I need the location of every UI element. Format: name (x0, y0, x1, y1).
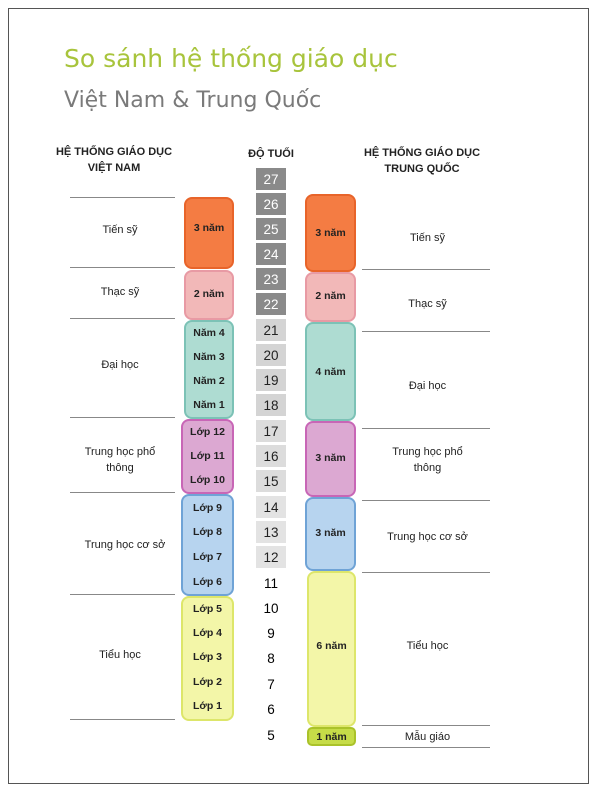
age-cell: 24 (256, 243, 286, 265)
age-cell: 8 (267, 650, 275, 666)
age-cell: 26 (256, 193, 286, 215)
vn-grade-label: Lớp 12 (190, 426, 225, 438)
age-cell: 25 (256, 218, 286, 240)
age-cell: 9 (267, 625, 275, 641)
cn-block-label: 4 năm (315, 366, 346, 378)
page-subtitle: Việt Nam & Trung Quốc (64, 88, 322, 113)
vn-year-label: Năm 4 (193, 327, 225, 339)
age-cell: 19 (256, 369, 286, 391)
vn-level-thac-sy: Thạc sỹ (100, 286, 140, 298)
cn-level-thcs: Trung học cơ sở (387, 531, 468, 543)
divider (70, 267, 175, 268)
vn-year-label: Năm 3 (193, 351, 225, 363)
age-cell: 23 (256, 268, 286, 290)
age-cell: 6 (267, 701, 275, 717)
vn-level-tien-sy: Tiến sỹ (102, 224, 138, 236)
vn-year-label: Năm 2 (193, 375, 225, 387)
divider (70, 417, 175, 418)
vn-column-header: HỆ THỐNG GIÁO DỤC VIỆT NAM (55, 146, 173, 174)
vn-grade-label: Lớp 2 (192, 676, 223, 688)
vn-block-thac-sy-label: 2 năm (193, 288, 225, 300)
vn-grade-label: Lớp 7 (192, 551, 223, 563)
cn-level-thpt: Trung học phổ thông (392, 446, 463, 474)
age-cell: 13 (256, 521, 286, 543)
age-cell: 14 (256, 496, 286, 518)
cn-column-header: HỆ THỐNG GIÁO DỤC TRUNG QUỐC (363, 147, 481, 175)
divider (362, 572, 490, 573)
vn-block-tien-sy-label: 3 năm (193, 222, 225, 234)
age-cell: 7 (267, 676, 275, 692)
vn-level-thpt: Trung học phổ thông (84, 446, 156, 474)
vn-grade-label: Lớp 6 (192, 576, 223, 588)
divider (362, 331, 490, 332)
cn-block-label: 3 năm (315, 527, 346, 539)
vn-level-thcs: Trung học cơ sở (84, 539, 166, 551)
page-title: So sánh hệ thống giáo dục (64, 44, 398, 73)
age-cell: 22 (256, 293, 286, 315)
divider (70, 197, 175, 198)
vn-grade-label: Lớp 5 (192, 603, 223, 615)
age-column-header: ĐỘ TUỔI (248, 148, 294, 160)
vn-level-dai-hoc: Đại học (101, 359, 139, 371)
cn-level-mau-giao: Mẫu giáo (404, 731, 451, 743)
cn-level-tien-sy: Tiến sỹ (409, 232, 446, 244)
vn-grade-label: Lớp 1 (192, 700, 223, 712)
age-cell: 11 (263, 575, 278, 591)
divider (362, 747, 490, 748)
divider (362, 725, 490, 726)
age-cell: 17 (256, 420, 286, 442)
divider (70, 492, 175, 493)
cn-level-dai-hoc: Đại học (408, 380, 447, 392)
age-cell: 12 (256, 546, 286, 568)
age-cell: 16 (256, 445, 286, 467)
vn-grade-label: Lớp 11 (190, 450, 225, 462)
divider (362, 428, 490, 429)
cn-block-label: 1 năm (316, 731, 347, 743)
vn-grade-label: Lớp 3 (192, 651, 223, 663)
divider (362, 269, 490, 270)
cn-block-label: 3 năm (315, 227, 346, 239)
age-cell: 27 (256, 168, 286, 190)
divider (70, 719, 175, 720)
divider (362, 500, 490, 501)
cn-level-tieu-hoc: Tiểu học (406, 640, 449, 652)
vn-grade-label: Lớp 4 (192, 627, 223, 639)
cn-block-label: 3 năm (315, 452, 346, 464)
vn-grade-label: Lớp 9 (192, 502, 223, 514)
cn-block-label: 2 năm (315, 290, 346, 302)
age-cell: 20 (256, 344, 286, 366)
age-cell: 15 (256, 470, 286, 492)
vn-year-label: Năm 1 (193, 399, 225, 411)
vn-level-tieu-hoc: Tiểu học (99, 649, 141, 661)
age-cell: 5 (267, 727, 275, 743)
age-cell: 21 (256, 319, 286, 341)
cn-block-label: 6 năm (316, 640, 347, 652)
age-cell: 10 (263, 600, 279, 616)
vn-grade-label: Lớp 10 (190, 474, 225, 486)
age-cell: 18 (256, 394, 286, 416)
vn-grade-label: Lớp 8 (192, 526, 223, 538)
cn-level-thac-sy: Thạc sỹ (408, 298, 447, 310)
divider (70, 318, 175, 319)
divider (70, 594, 175, 595)
